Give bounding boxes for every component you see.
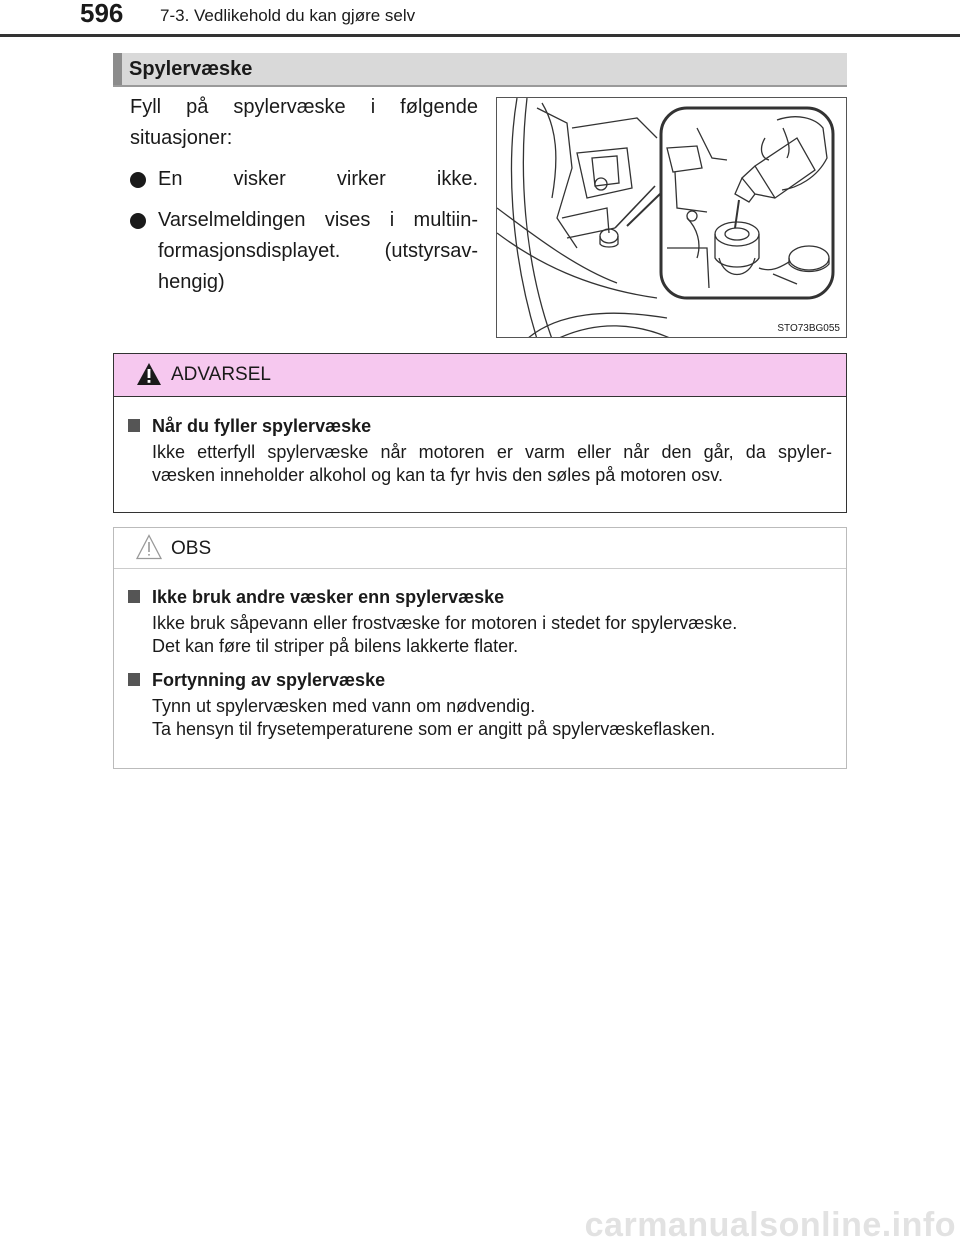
notice-item-line: Tynn ut spylervæsken med vann om nødvendig. bbox=[152, 696, 536, 716]
intro-line-2: situasjoner: bbox=[130, 127, 233, 149]
bullet-item bbox=[130, 205, 478, 298]
bullet-line: En visker virker ikke. bbox=[158, 168, 478, 190]
warning-label: ADVARSEL bbox=[171, 364, 271, 385]
warning-content bbox=[126, 415, 832, 487]
intro-text bbox=[130, 92, 478, 298]
section-header bbox=[113, 53, 847, 87]
page-number: 596 bbox=[80, 0, 124, 28]
notice-item-heading: Fortynning av spylervæske bbox=[152, 670, 386, 690]
notice-item-line: Ta hensyn til frysetemperaturene som er angitt på spylervæskeflasken. bbox=[152, 719, 716, 739]
figure-code: STO73BG055 bbox=[777, 323, 840, 334]
notice-item-heading: Ikke bruk andre væsker enn spylervæske bbox=[152, 587, 505, 607]
warning-item-line: Ikke etterfyll spylervæske når motoren er varm eller når den går, da spyler- bbox=[152, 442, 832, 462]
notice-item bbox=[128, 586, 832, 658]
notice-box bbox=[113, 527, 847, 769]
notice-item-line: Ikke bruk såpevann eller frostvæske for motoren i stedet for spylervæske. bbox=[152, 613, 738, 633]
square-bullet-icon bbox=[128, 419, 140, 432]
notice-label: OBS bbox=[171, 538, 212, 559]
caution-triangle-icon bbox=[136, 534, 162, 560]
bullet-line: hengig) bbox=[158, 271, 225, 293]
bullet-line: Varselmeldingen vises i multiin- bbox=[158, 209, 478, 231]
warning-item-heading: Når du fyller spylervæske bbox=[152, 416, 372, 436]
notice-item bbox=[128, 669, 832, 741]
square-bullet-icon bbox=[128, 590, 140, 603]
warning-item-line: væsken inneholder alkohol og kan ta fyr hvis den søles på motoren osv. bbox=[152, 465, 723, 485]
warning-item bbox=[128, 415, 832, 487]
engine-bay-drawing bbox=[497, 98, 847, 338]
square-bullet-icon bbox=[128, 673, 140, 686]
watermark: carmanualsonline.info bbox=[584, 1206, 956, 1244]
chapter-title: 7-3. Vedlikehold du kan gjøre selv bbox=[160, 6, 416, 25]
bullet-item bbox=[130, 164, 478, 195]
notice-item-line: Det kan føre til striper på bilens lakkerte flater. bbox=[152, 636, 519, 656]
notice-header bbox=[114, 528, 846, 569]
warning-triangle-icon bbox=[136, 362, 162, 386]
bullet-line: formasjonsdisplayet. (utstyrsav- bbox=[158, 240, 478, 262]
notice-content bbox=[126, 586, 832, 741]
bullet-dot-icon bbox=[130, 213, 146, 229]
section-accent bbox=[113, 53, 122, 85]
washer-fluid-illustration bbox=[496, 97, 847, 338]
top-rule bbox=[0, 34, 960, 37]
warning-box bbox=[113, 353, 847, 513]
intro-line-1: Fyll på spylervæske i følgende bbox=[130, 96, 478, 118]
section-title: Spylervæske bbox=[129, 58, 253, 80]
warning-header bbox=[114, 354, 846, 397]
bullet-dot-icon bbox=[130, 172, 146, 188]
